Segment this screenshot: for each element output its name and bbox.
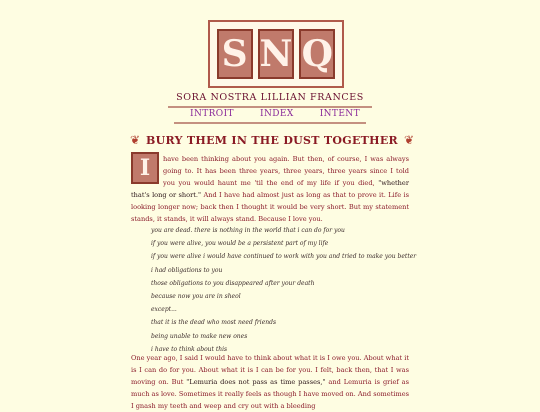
paragraph-text: have been thinking about you again. But then, of course, I was always going to. It has been three years, three years, three years since I told you you would haunt me 'til the end of my life if you died,	[163, 155, 409, 187]
article-heading	[129, 133, 415, 147]
logo-letter-s: S	[217, 29, 253, 79]
site-logo[interactable]	[208, 20, 344, 88]
paragraph-text: One year ago, I said I would have to think about what it is I owe you. About what it is I can do for you. About what it is I can be for you. I felt, back then, that I was moving on. But	[131, 354, 409, 386]
nav-index[interactable]: INDEX	[260, 109, 294, 119]
poem-line: i have to think about this	[151, 345, 228, 353]
divider	[168, 106, 372, 108]
fleuron-right-icon: ❦	[403, 133, 415, 147]
nav-intent[interactable]: INTENT	[319, 109, 360, 119]
poem-line: that it is the dead who most need friends	[151, 319, 277, 327]
poem-line: if you were alive, you would be a persistent part of my life	[151, 240, 329, 248]
quote: "Lemuria does not pass as time passes,"	[186, 378, 326, 386]
site-title: SORA NOSTRA LILLIAN FRANCES	[176, 92, 364, 103]
poem	[151, 224, 416, 356]
logo-letter-q: Q	[299, 29, 335, 79]
paragraph-text: And I have had almost just as long as that to prove it. Life is looking longer now; back then I thought it would be very short. But my statement stands, it stands, it will always stand. Because I love you.	[131, 191, 409, 223]
poem-line: except...	[151, 306, 177, 314]
nav-introit[interactable]: INTROIT	[190, 109, 234, 119]
logo-letter-n: N	[258, 29, 294, 79]
poem-line: those obligations to you disappeared after your death	[151, 279, 315, 287]
main-nav	[190, 109, 360, 119]
paragraph-text: and Lemuria is grief as much as love. Sometimes it really feels as though I have moved on. And sometimes I gnash my teeth and weep and cry out with a bleeding	[131, 378, 409, 410]
paragraph	[131, 352, 409, 412]
article-title: BURY THEM IN THE DUST TOGETHER	[146, 133, 398, 147]
poem-line: i had obligations to you	[151, 266, 223, 274]
paragraph	[131, 153, 409, 225]
poem-line: being unable to make new ones	[151, 332, 248, 340]
poem-line: if you were alive i would have continued to work with you and tried to make you better	[151, 253, 417, 261]
poem-line: you are dead. there is nothing in the world that i can do for you	[151, 227, 345, 234]
fleuron-left-icon: ❦	[129, 133, 141, 147]
quote: "whether that's long or short."	[131, 179, 409, 199]
poem-line: because now you are in sheol	[151, 292, 241, 300]
divider	[174, 122, 366, 124]
drop-cap: I	[131, 152, 159, 184]
